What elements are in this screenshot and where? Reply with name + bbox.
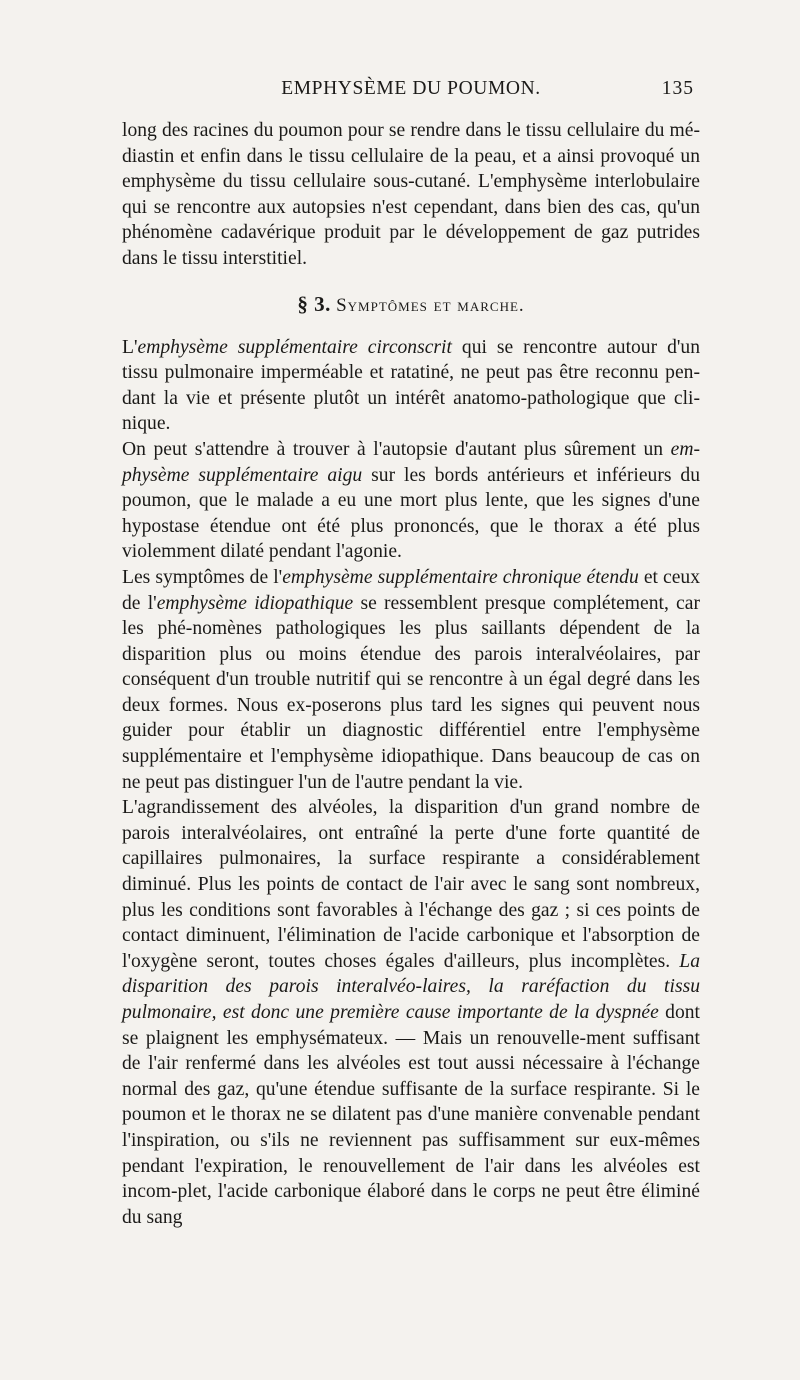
- running-head: [122, 78, 700, 118]
- paragraph-5: [122, 795, 700, 1230]
- body-text: [122, 118, 700, 1230]
- text-run: Les symptômes de l': [122, 566, 283, 588]
- text-run: L'agrandissement des alvéoles, la disparition d'un grand nombre de parois interalvéolaires, ont entraîné la perte d'une forte quantité de capillaires pulmonaires, la surface respirante a considérablement diminué. Plus les points de contact de l'air avec le sang sont nombreux, plus les conditions sont favorables à l'échange des gaz ; si ces points de contact diminuent, l'élimination de l'acide carbonique et l'absorption de l'oxygène seront, toutes choses égales d'ailleurs, plus incomplètes.: [122, 797, 700, 972]
- running-title: EMPHYSÈME DU POUMON.: [281, 78, 541, 99]
- text-run: dont se plaignent les emphysémateux. — Mais un renouvelle-ment suffisant de l'air renfermé dans les alvéoles est tout aussi nécessaire à l'échange normal des gaz, qu'une étendue suffisante de la surface respirante. Si le poumon et le thorax ne se dilatent pas d'une manière convenable pendant l'inspiration, ou s'ils ne reviennent pas suffisamment sur eux-mêmes pendant l'expiration, le renouvellement de l'air dans les alvéoles est incom-plet, l'acide carbonique élaboré dans le corps ne peut être éliminé du sang: [122, 1002, 700, 1228]
- section-number: § 3.: [297, 291, 331, 316]
- paragraph-4: [122, 565, 700, 795]
- italic-term: emphysème supplémentaire circonscrit: [137, 336, 452, 358]
- italic-term: em-physème supplémentaire aigu: [122, 438, 700, 486]
- italic-term: emphysème supplémentaire chronique étendu: [282, 566, 639, 588]
- text-run: On peut s'attendre à trouver à l'autopsie d'autant plus sûrement un: [122, 438, 671, 460]
- italic-term: emphysème idiopathique: [156, 592, 354, 614]
- text-run: et ceux de l': [122, 566, 701, 614]
- paragraph-3: [122, 437, 700, 565]
- text-run: se ressemblent presque complétement, car les phé-nomènes pathologiques les plus saillants dépendent de la disparition plus ou moins étendue des parois interalvéolaires, par conséquent d'un trouble nutritif qui se rencontre à un égal degré dans les deux formes. Nous ex-poserons plus tard les signes qui peuvent nous guider pour établir un diagnostic différentiel entre l'emphysème supplémentaire et l'emphysème idiopathique. Dans beaucoup de cas on ne peut pas distinguer l'un de l'autre pendant la vie.: [122, 592, 700, 793]
- book-page: [0, 78, 800, 1380]
- section-heading: [122, 292, 700, 317]
- text-run: L': [122, 336, 138, 358]
- text-run: sur les bords antérieurs et inférieurs du poumon, que le malade a eu une mort plus lente, que les signes d'une hypostase étendue ont été plus prononcés, que le thorax a été plus violemment dilaté pendant l'agonie.: [122, 464, 700, 563]
- italic-statement: La disparition des parois interalvéo-laires, la raréfaction du tissu pulmonaire, est donc une première cause importante de la dyspnée: [122, 950, 700, 1023]
- paragraph-1: long des racines du poumon pour se rendre dans le tissu cellulaire du mé-diastin et enfin dans le tissu cellulaire de la peau, et a ainsi provoqué un emphysème du tissu cellulaire sous-cutané. L'emphysème interlobulaire qui se rencontre aux autopsies n'est cependant, dans bien des cas, qu'un phénomène cadavérique produit par le développement de gaz putrides dans le tissu interstitiel.: [122, 120, 700, 269]
- text-run: qui se rencontre autour d'un tissu pulmonaire imperméable et ratatiné, ne peut pas être reconnu pen-dant la vie et présente plutôt un intérêt anatomo-pathologique que cli-nique.: [122, 336, 701, 435]
- section-title: Symptômes et marche.: [336, 294, 525, 316]
- page-number: 135: [661, 78, 694, 99]
- paragraph-2: [122, 335, 700, 437]
